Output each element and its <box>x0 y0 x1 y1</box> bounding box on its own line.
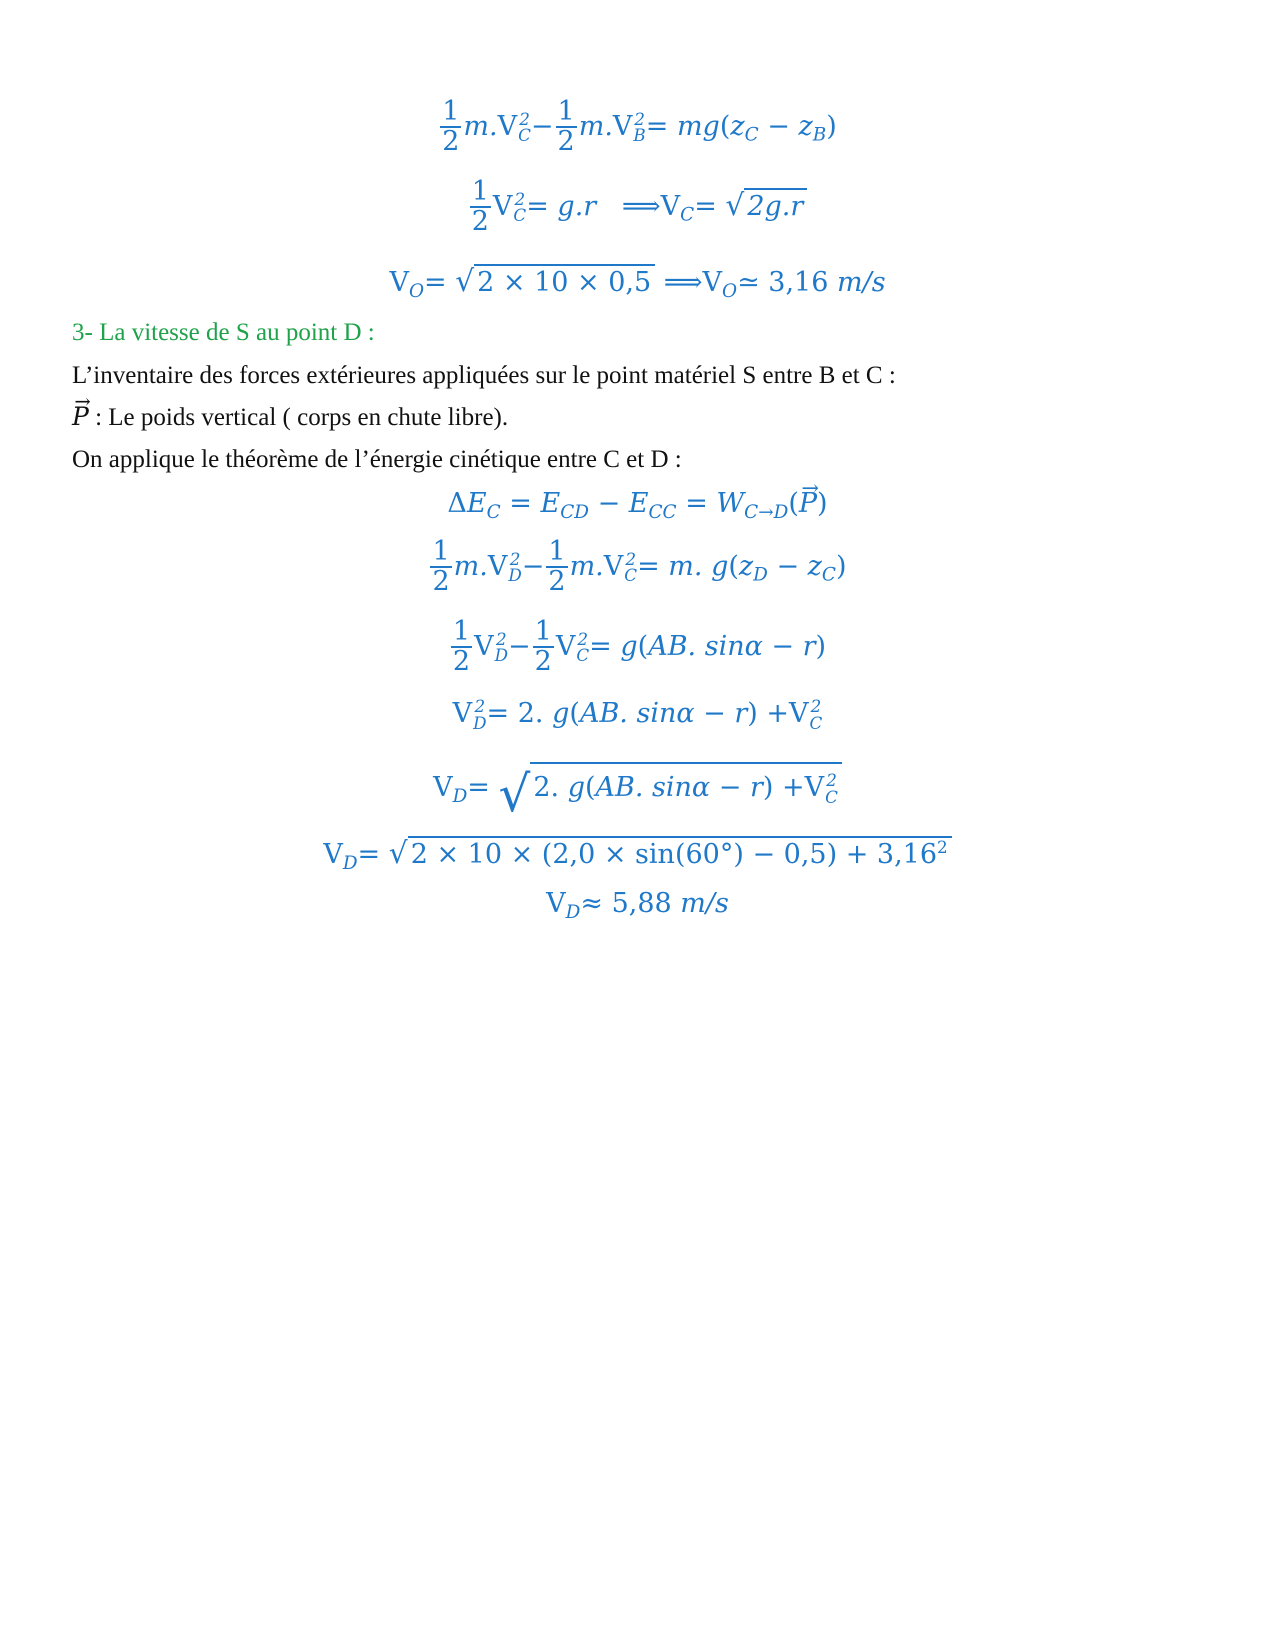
equation-velocity-squared: $\frac{1}{2}$ V 2 D − $\frac{1}{2}$ V 2 C = g(AB. sinα − r) <box>452 616 827 678</box>
vc-result: 3,16 <box>768 267 829 298</box>
section-heading: 3- La vitesse de S au point D : <box>72 319 375 346</box>
theorem-text: On applique le théorème de l’énergie cinétique entre C et D : <box>72 446 682 473</box>
equation-vd-result: $V_D\approx 5,88$ m/s <box>546 888 729 923</box>
forces-inventory-text: L’inventaire des forces extérieures appliquées sur le point matériel S entre B et C : <box>72 362 896 389</box>
equation-kinetic-bc: $\frac{1}{2}$ m.V 2 C − $\frac{1}{2}$ m.V 2 B = $mg(z_C - z_B)$ <box>442 96 837 158</box>
equation-vc-formula: $\frac{1}{2}$ V 2 C = g.r $⟹V_C=$ √ 2g.r <box>0 178 1275 237</box>
equation-vd-formula: $V_D=$ √ 2. g(AB. sinα − r) +V 2 C <box>0 762 1275 820</box>
weight-force-line <box>72 404 1202 430</box>
equation-vc-numeric: $V_O=$ √ 2 × 10 × 0,5 $⟹V_O≃$ 3,16 m/s <box>389 264 886 302</box>
equation-vd-numeric: $V_D=$ √ $2 \times 10 \times (2,0 \times \sin(60^\circ) - 0,5) + 3,16^2$ <box>0 836 1275 869</box>
vd-numeric-radicand: 2 × 10 × (2,0 × sin(60°) − 0,5) + 3,16 <box>410 839 938 870</box>
weight-vector-symbol: → P <box>72 404 89 429</box>
equation-kinetic-cd: $\frac{1}{2}$ m.V 2 D − $\frac{1}{2}$ m.V 2 C = m. $g(z_D - z_C)$ <box>432 536 847 598</box>
vd-result: 5,88 <box>611 888 672 919</box>
equation-delta-ec: $\Delta E_C = E_{CD} - E_{CC} = W_{C\to D}(\to P)$ <box>0 490 1275 517</box>
weight-force-text: : Le poids vertical ( corps en chute libre). <box>88 404 509 431</box>
equation-vd-squared: V 2 D = 2. g(AB. sinα − r) +V 2 C <box>452 696 823 733</box>
vc-numeric-radicand: 2 × 10 × 0,5 <box>474 264 655 296</box>
